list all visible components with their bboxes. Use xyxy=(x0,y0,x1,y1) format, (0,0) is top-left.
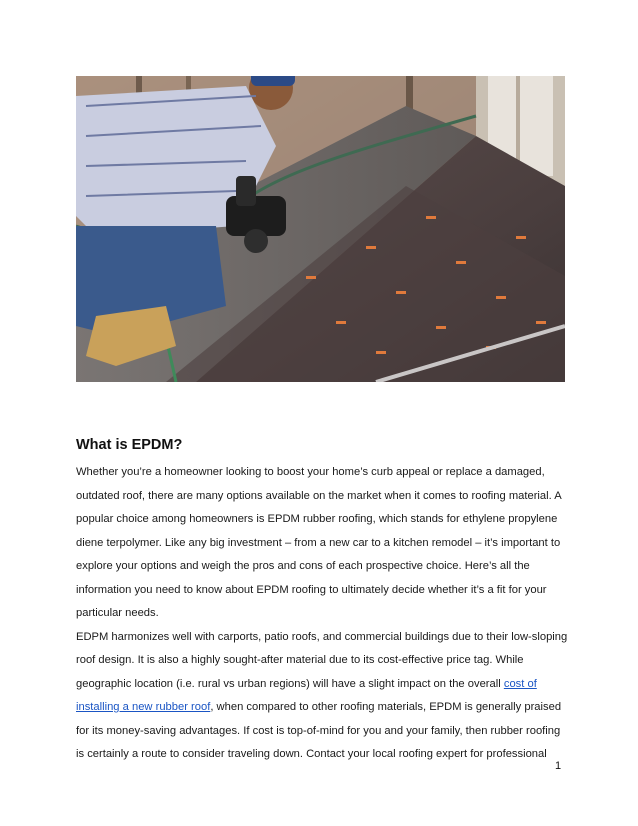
epdm-uses-paragraph xyxy=(76,626,568,767)
cost-of-installing-link[interactable]: cost of installing a new rubber roof xyxy=(76,677,537,713)
section-heading: What is EPDM? xyxy=(76,437,183,453)
paragraph-text-before-link: EDPM harmonizes well with carports, patio roofs, and commercial buildings due to their low-sloping roof design. It is also a highly sought-after material due to its cost-effective price tag. While geographic location (i.e. rural vs urban regions) will have a slight impact on the overall xyxy=(76,630,568,690)
roofing-photo-illustration xyxy=(76,76,565,382)
article-body xyxy=(76,461,568,767)
page-number: 1 xyxy=(555,760,562,772)
intro-paragraph: Whether you’re a homeowner looking to boost your home’s curb appeal or replace a damaged, outdated roof, there are many options available on the market when it comes to roofing material. A popular choice among homeowners is EPDM rubber roofing, which stands for ethylene propylene diene terpolymer. Like any big investment – from a new car to a kitchen remodel – it’s important to explore your options and weigh the pros and cons of each prospective choice. Here’s all the information you need to know about EPDM roofing to ultimately decide whether it’s a fit for your particular needs. xyxy=(76,466,562,619)
roofing-photo xyxy=(76,76,565,382)
paragraph-text-after-link: , when compared to other roofing materials, EPDM is generally praised for its money-saving advantages. If cost is top-of-mind for you and your family, then rubber roofing is certainly a route to consider traveling down. Contact your local roofing expert for professional xyxy=(76,701,562,760)
